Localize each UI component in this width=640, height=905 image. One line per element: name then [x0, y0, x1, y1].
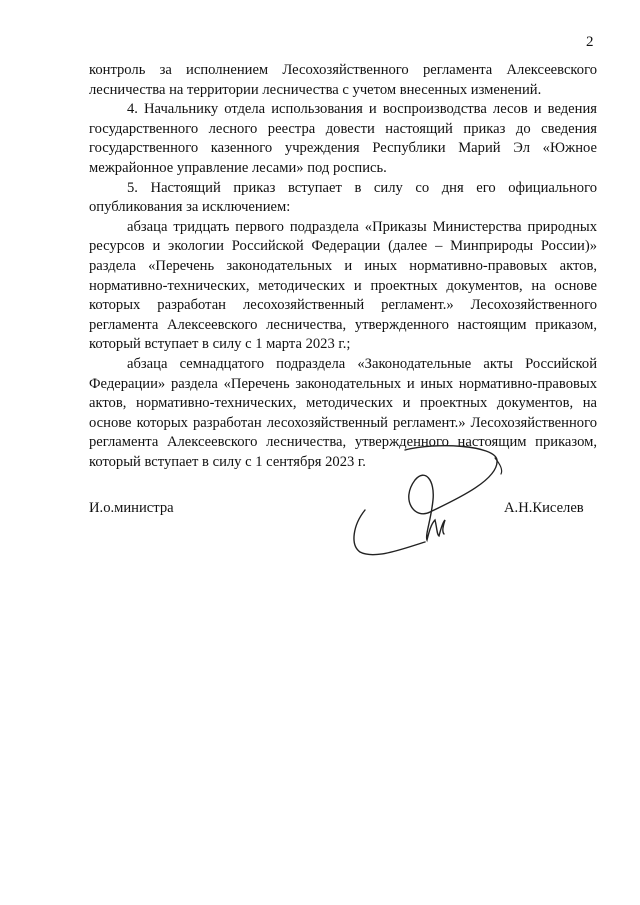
- signer-position: И.о.министра: [89, 500, 174, 516]
- signer-name: А.Н.Киселев: [504, 500, 584, 516]
- handwritten-signature: [345, 440, 515, 580]
- paragraph-exception-1: абзаца тридцать первого подраздела «Приказы Министерства природных ресурсов и экологии Российской Федерации (далее – Минприроды России)» раздела «Перечень законодательных и иных нормативно-правовых актов, нормативно-технических, методических и проектных документов, на основе которых разработан лесохозяйственный регламент.» Лесохозяйственного регламента Алексеевского лесничества, утвержденного настоящим приказом, который вступает в силу с 1 марта 2023 г.;: [89, 218, 597, 353]
- document-body: [89, 61, 597, 472]
- page-number: 2: [586, 34, 594, 50]
- paragraph-item-4: 4. Начальнику отдела использования и воспроизводства лесов и ведения государственного лесного реестра довести настоящий приказ до сведения государственного казенного учреждения Республики Марий Эл «Южное межрайонное управление лесами» под роспись.: [89, 101, 597, 176]
- paragraph-item-5: 5. Настоящий приказ вступает в силу со дня его официального опубликования за исключением:: [89, 179, 597, 216]
- paragraph-continuation: контроль за исполнением Лесохозяйственного регламента Алексеевского лесничества на территории лесничества с учетом внесенных изменений.: [89, 62, 597, 98]
- paragraph-exception-2: абзаца семнадцатого подраздела «Законодательные акты Российской Федерации» раздела «Перечень законодательных и иных нормативно-правовых актов, нормативно-технических, методических и проектных документов, на основе которых разработан лесохозяйственный регламент.» Лесохозяйственного регламента Алексеевского лесничества, утвержденного настоящим приказом, который вступает в силу с 1 сентября 2023 г.: [89, 355, 597, 470]
